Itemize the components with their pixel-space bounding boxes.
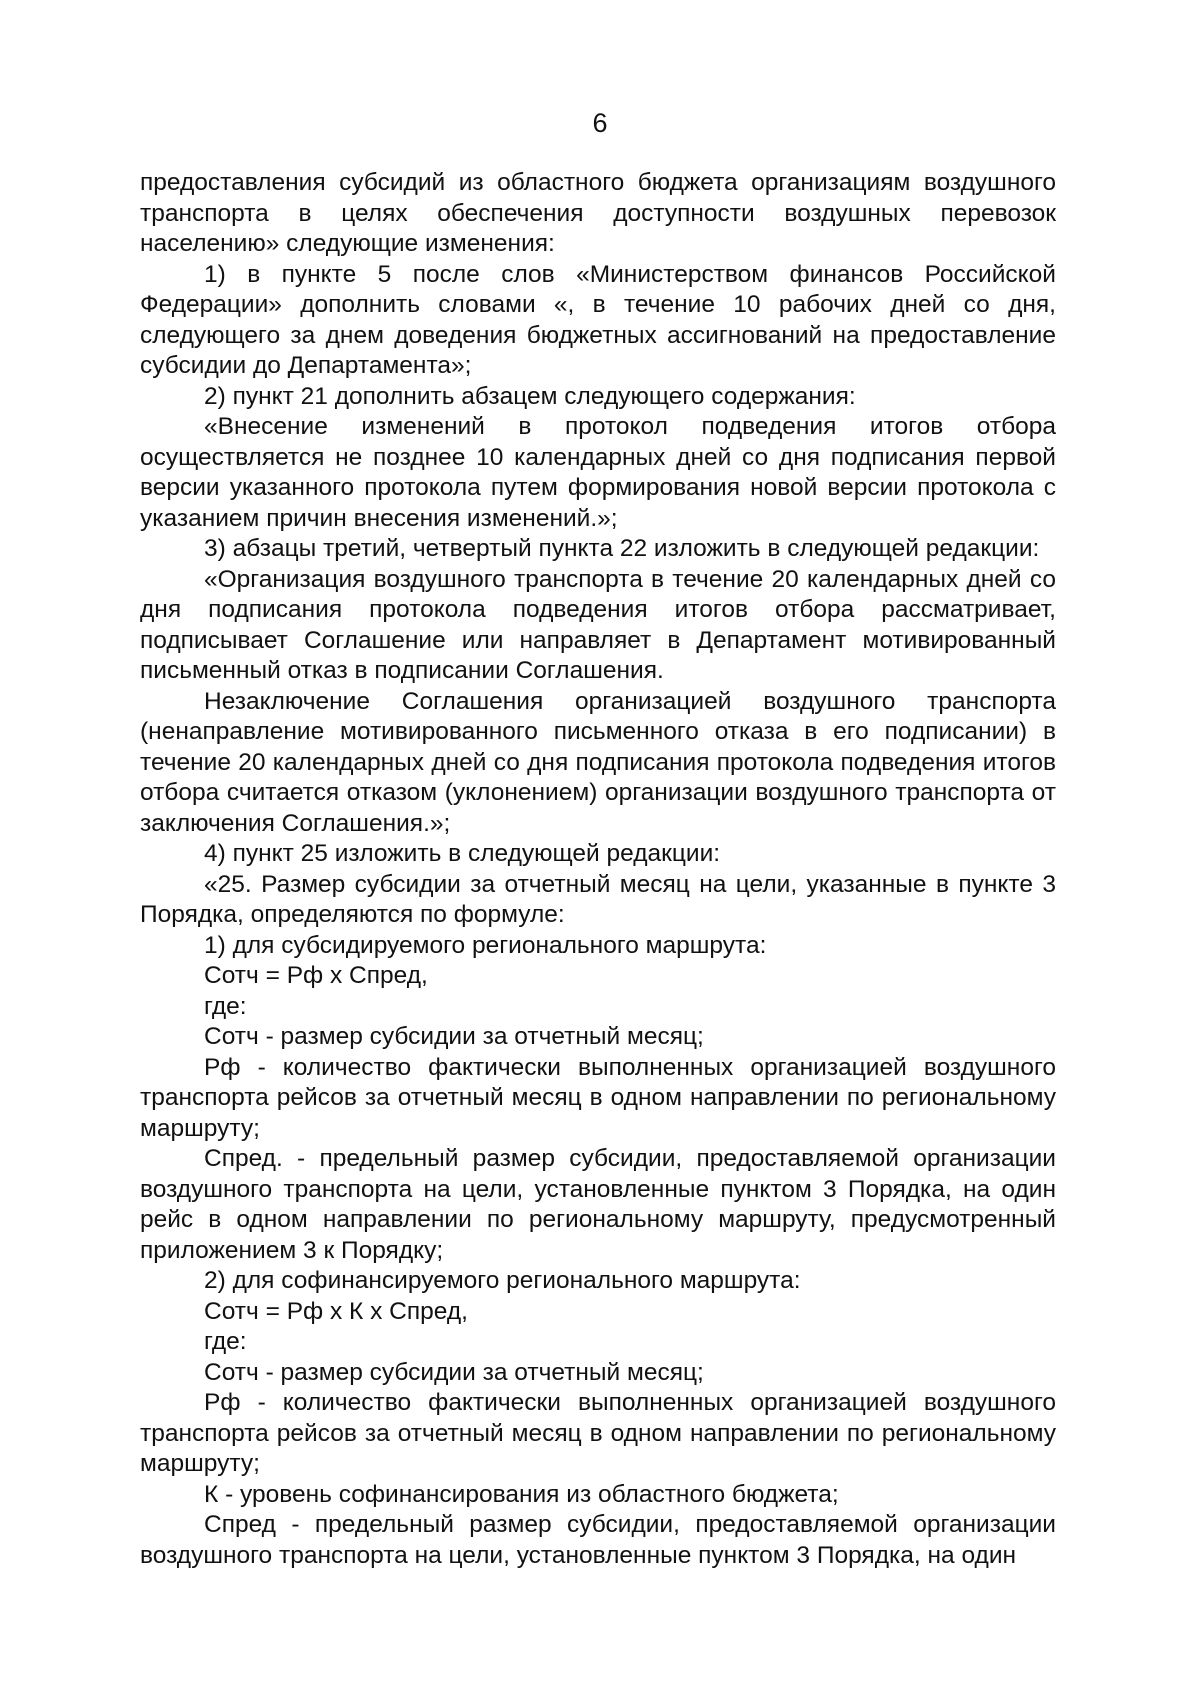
paragraph: предоставления субсидий из областного бюджета организациям воздушного транспорта в целях обеспечения доступности воздушных перевозок населению» следующие изменения:	[140, 169, 1056, 257]
paragraph: где:	[204, 1328, 247, 1355]
paragraph: Сотч - размер субсидии за отчетный месяц;	[204, 1358, 704, 1386]
paragraph: Сотч - размер субсидии за отчетный месяц;	[204, 1023, 704, 1050]
paragraph: 2) для софинансируемого регионального маршрута:	[204, 1267, 801, 1294]
document-body	[140, 168, 1056, 1571]
page-number: 6	[592, 108, 608, 138]
paragraph: «Организация воздушного транспорта в течение 20 календарных дней со дня подписания протокола подведения итогов отбора рассматривает, подписывает Соглашение или направляет в Департамент мотивированный письменный отказ в подписании Соглашения.	[140, 565, 1056, 684]
paragraph: 3) абзацы третий, четвертый пункта 22 изложить в следующей редакции:	[204, 535, 1040, 562]
paragraph: Сотч = Рф х К х Спред,	[204, 1297, 468, 1325]
paragraph: Рф - количество фактически выполненных организацией воздушного транспорта рейсов за отчетный месяц в одном направлении по региональному маршруту;	[140, 1053, 1056, 1142]
paragraph: 1) для субсидируемого регионального маршрута:	[204, 931, 767, 959]
paragraph: 2) пункт 21 дополнить абзацем следующего содержания:	[204, 382, 856, 410]
paragraph: Спред. - предельный размер субсидии, предоставляемой организации воздушного транспорта на цели, установленные пунктом 3 Порядка, на один рейс в одном направлении по региональному маршруту, предусмотренный приложением 3 к Порядку;	[140, 1145, 1056, 1264]
paragraph: Сотч = Рф х Спред,	[204, 962, 428, 989]
paragraph: где:	[204, 992, 247, 1020]
paragraph: Рф - количество фактически выполненных организацией воздушного транспорта рейсов за отчетный месяц в одном направлении по региональному маршруту;	[140, 1389, 1056, 1477]
paragraph: «Внесение изменений в протокол подведения итогов отбора осуществляется не позднее 10 календарных дней со дня подписания первой версии указанного протокола путем формирования новой версии протокола с указанием причин внесения изменений.»;	[140, 413, 1056, 532]
paragraph: Спред - предельный размер субсидии, предоставляемой организации воздушного транспорта на цели, установленные пунктом 3 Порядка, на один	[140, 1511, 1056, 1569]
paragraph: 1) в пункте 5 после слов «Министерством финансов Российской Федерации» дополнить словами «, в течение 10 рабочих дней со дня, следующего за днем доведения бюджетных ассигнований на предоставление субсидии до Департамента»;	[140, 260, 1056, 379]
paragraph: Незаключение Соглашения организацией воздушного транспорта (ненаправление мотивированного письменного отказа в его подписании) в течение 20 календарных дней со дня подписания протокола подведения итогов отбора считается отказом (уклонением) организации воздушного транспорта от заключения Соглашения.»;	[140, 687, 1056, 837]
paragraph: «25. Размер субсидии за отчетный месяц на цели, указанные в пункте 3 Порядка, определяются по формуле:	[140, 870, 1056, 928]
paragraph: 4) пункт 25 изложить в следующей редакции:	[204, 840, 721, 867]
paragraph: К - уровень софинансирования из областного бюджета;	[204, 1480, 839, 1508]
